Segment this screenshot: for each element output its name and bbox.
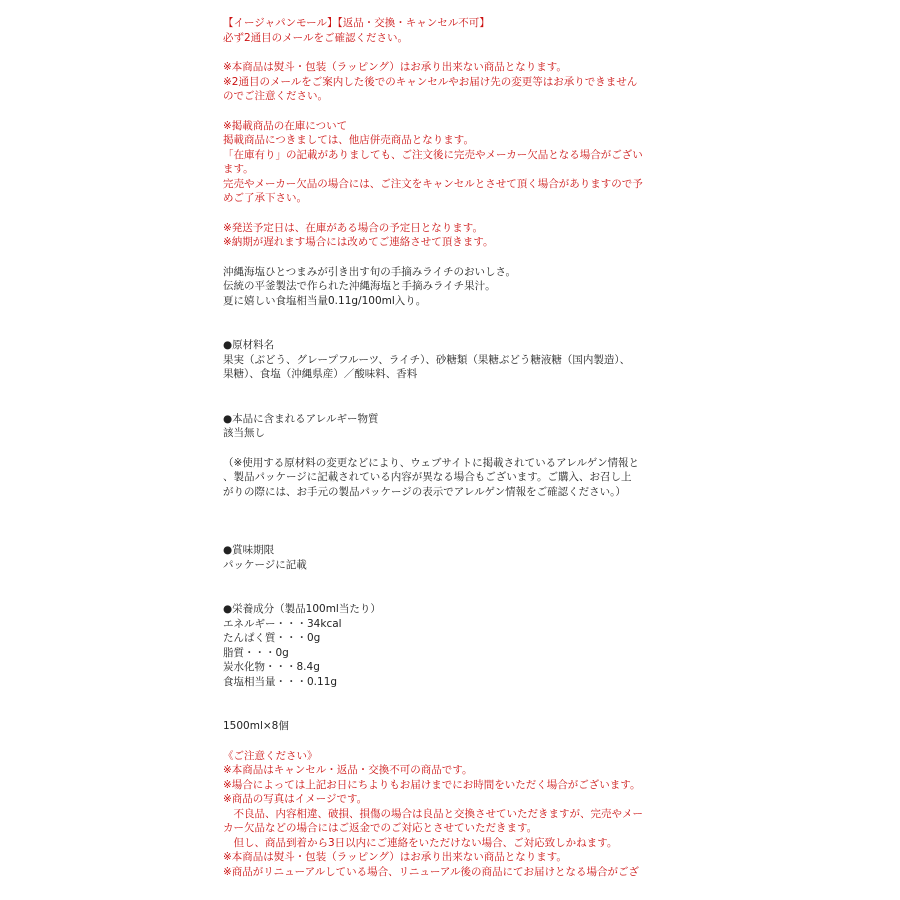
allergens-heading: ●本品に含まれるアレルギー物質 (223, 412, 379, 425)
caution-line: ※商品の写真はイメージです。 (223, 793, 368, 805)
wrapping-notice-line: のでご注意ください。 (223, 90, 328, 102)
description-line: 夏に嬉しい食塩相当量0.11g/100ml入り。 (223, 294, 427, 307)
stock-notice-line: ※掲載商品の在庫について (223, 119, 348, 132)
stock-notice (223, 119, 643, 206)
stock-notice-line: 「在庫有り」の記載がありましても、ご注文後に完売やメーカー欠品となる場合がござい (223, 148, 643, 161)
ingredients-line: 果糖）、食塩（沖縄県産）／酸味料、香料 (223, 368, 418, 380)
allergens-note-line: がりの際には、お手元の製品パッケージの表示でアレルゲン情報をご確認ください。） (223, 485, 626, 498)
ingredients-heading: ●原材料名 (223, 339, 275, 351)
description-line: 沖縄海塩ひとつまみが引き出す旬の手摘みライチのおいしさ。 (223, 265, 517, 278)
expiry-value: パッケージに記載 (223, 558, 307, 571)
package-size: 1500ml×8個 (223, 720, 289, 732)
wrapping-notice-line: ※本商品は熨斗・包装（ラッピング）はお承り出来ない商品となります。 (223, 61, 567, 73)
caution-line: 不良品、内容相違、破損、損傷の場合は良品と交換させていただきますが、完売やメー (223, 807, 643, 820)
stock-notice-line: 完売やメーカー欠品の場合には、ご注文をキャンセルとさせて頂く場合がありますので予 (223, 177, 643, 190)
allergens-section (223, 412, 643, 500)
caution-line: ※商品がリニューアルしている場合、リニューアル後の商品にてお届けとなる場合がござ (223, 865, 639, 878)
stock-notice-line: めご了承下さい。 (223, 192, 307, 204)
nutrition-section (223, 602, 643, 689)
caution-line: カー欠品などの場合にはご返金でのご対応とさせていただきます。 (223, 822, 538, 834)
nutrition-item: 脂質・・・0g (223, 646, 289, 659)
caution-line: 但し、商品到着から3日以内にご連絡をいただけない場合、ご対応致しかねます。 (223, 836, 618, 849)
nutrition-item: 食塩相当量・・・0.11g (223, 675, 338, 688)
shipping-notice-line: ※発送予定日は、在庫がある場合の予定日となります。 (223, 221, 483, 234)
wrapping-notice-line: ※2通目のメールをご案内した後でのキャンセルやお届け先の変更等はお承りできません (223, 75, 638, 88)
nutrition-item: エネルギー・・・34kcal (223, 617, 342, 630)
caution-heading: 《ご注意ください》 (223, 749, 318, 762)
ingredients-section (223, 338, 643, 382)
package-size-section (223, 719, 643, 734)
product-description (223, 265, 643, 309)
expiry-section (223, 543, 643, 572)
allergens-note-line: （※使用する原材料の変更などにより、ウェブサイトに掲載されているアレルゲン情報と (223, 456, 640, 469)
header-notice (223, 16, 643, 45)
caution-section (223, 749, 643, 880)
shipping-notice (223, 221, 643, 250)
description-line: 伝統の平釜製法で作られた沖縄海塩と手摘みライチ果汁。 (223, 280, 496, 292)
expiry-heading: ●賞味期限 (223, 544, 275, 556)
nutrition-heading: ●栄養成分（製品100ml当たり） (223, 603, 381, 615)
caution-line: ※本商品はキャンセル・返品・交換不可の商品です。 (223, 764, 473, 776)
product-description-document (223, 16, 643, 879)
ingredients-line: 果実（ぶどう、グレープフルーツ、ライチ）、砂糖類（果糖ぶどう糖液糖（国内製造）、 (223, 353, 631, 366)
caution-line: ※場合によっては上記お日にちよりもお届けまでにお時間をいただく場合がございます。 (223, 778, 641, 791)
allergens-note-line: 、製品パッケージに記載されている内容が異なる場合もございます。ご購入、お召し上 (223, 471, 632, 483)
allergens-value: 該当無し (223, 427, 265, 439)
stock-notice-line: 掲載商品につきましては、他店併売商品となります。 (223, 134, 474, 146)
shipping-notice-line: ※納期が遅れます場合には改めてご連絡させて頂きます。 (223, 236, 494, 248)
wrapping-notice (223, 60, 643, 104)
stock-notice-line: ます。 (223, 163, 254, 175)
header-notice-line: 【イージャパンモール】【返品・交換・キャンセル不可】 (223, 17, 490, 29)
nutrition-item: 炭水化物・・・8.4g (223, 661, 320, 673)
header-notice-line: 必ず2通目のメールをご確認ください。 (223, 31, 408, 44)
nutrition-item: たんぱく質・・・0g (223, 632, 321, 644)
caution-line: ※本商品は熨斗・包装（ラッピング）はお承り出来ない商品となります。 (223, 851, 567, 863)
